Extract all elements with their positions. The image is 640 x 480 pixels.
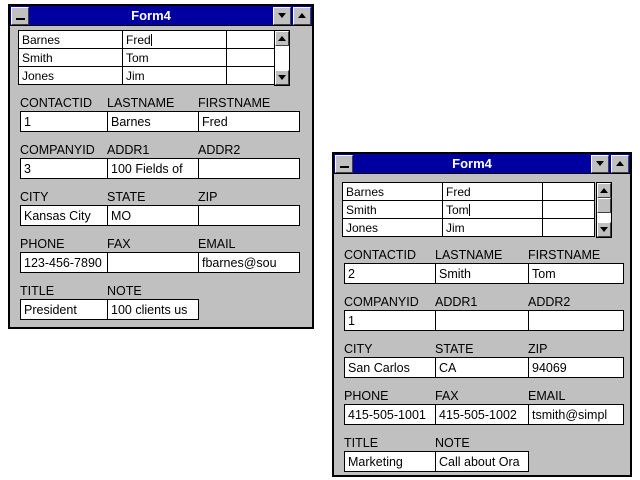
scroll-thumb-2[interactable] [597,198,611,213]
arrow-down-icon [278,13,286,18]
field-input[interactable]: Barnes [107,111,199,132]
field-label: ADDR2 [528,295,571,309]
arrow-down-icon [600,227,608,232]
grid-cell[interactable]: Jim [442,218,543,237]
field-input[interactable]: CA [435,357,529,378]
field-fax-1 [107,237,199,273]
grid-cell-text: Tom [446,203,469,217]
field-companyid-1 [20,143,108,179]
grid-cell-text: Fred [126,33,151,47]
grid-cell[interactable]: Smith [342,200,443,219]
field-addr2-1 [198,143,300,179]
field-input[interactable] [107,252,199,273]
minimize-button-1[interactable] [11,7,29,25]
field-input[interactable]: Tom [528,263,624,284]
grid-cell[interactable] [226,48,277,67]
field-label: PHONE [20,237,65,251]
field-phone-1 [20,237,108,273]
maximize-button-2[interactable] [611,155,629,173]
field-label: NOTE [107,284,142,298]
arrow-up-icon [600,188,608,193]
grid-cell[interactable]: Fred [442,182,543,201]
field-label: TITLE [20,284,55,298]
field-addr1-2 [435,295,529,331]
scroll-up-button-1[interactable] [275,31,289,46]
maximize-button-1[interactable] [293,7,311,25]
field-label: CONTACTID [20,96,92,110]
scroll-track-2[interactable] [597,213,611,222]
field-addr2-2 [528,295,624,331]
window-client-2 [334,174,630,475]
grid-column-lastname-1 [18,30,122,84]
scroll-down-button-2[interactable] [597,222,611,237]
field-label: NOTE [435,436,470,450]
field-label: COMPANYID [20,143,95,157]
field-input[interactable]: Fred [198,111,300,132]
arrow-up-icon [298,13,306,18]
field-input[interactable] [198,205,300,226]
grid-cell-focused[interactable] [442,200,543,219]
field-label: ADDR2 [198,143,241,157]
field-companyid-2 [344,295,436,331]
field-email-1 [198,237,300,273]
grid-column-extra-2 [542,182,594,236]
field-input[interactable]: 100 Fields of [107,158,199,179]
window-title-2: Form4 [452,156,492,171]
minimize-icon [340,166,349,168]
grid-cell[interactable]: Barnes [342,182,443,201]
field-input[interactable]: San Carlos [344,357,436,378]
minimize-icon [16,18,25,20]
field-label: PHONE [344,389,389,403]
field-phone-2 [344,389,436,425]
contacts-grid-1[interactable] [18,30,276,84]
field-contactid-2 [344,248,436,284]
field-label: CITY [20,190,49,204]
field-input[interactable] [198,158,300,179]
window-controls-1 [272,7,312,25]
field-input[interactable]: 123-456-7890 [20,252,108,273]
contacts-grid-2[interactable] [342,182,594,236]
arrow-down-icon [278,75,286,80]
window-title-1: Form4 [131,8,171,23]
grid-cell[interactable] [542,218,595,237]
grid-column-firstname-2 [442,182,542,236]
field-input[interactable]: Smith [435,263,529,284]
field-title-1 [20,284,108,320]
grid-cell-focused[interactable] [122,30,227,49]
field-label: ZIP [528,342,548,356]
scroll-down-button-1[interactable] [275,70,289,85]
field-label: EMAIL [528,389,566,403]
field-label: FAX [435,389,459,403]
field-state-1 [107,190,199,226]
grid-cell[interactable]: Jones [342,218,443,237]
scroll-track-1[interactable] [275,46,289,70]
grid-column-firstname-1 [122,30,226,84]
field-input[interactable]: 94069 [528,357,624,378]
field-addr1-1 [107,143,199,179]
grid-column-extra-1 [226,30,276,84]
grid-cell[interactable] [542,200,595,219]
field-label: COMPANYID [344,295,419,309]
restore-button-1[interactable] [273,7,291,25]
field-input[interactable]: 3 [20,158,108,179]
grid-cell[interactable]: Smith [18,48,123,67]
restore-button-2[interactable] [591,155,609,173]
field-label: FIRSTNAME [528,248,601,262]
titlebar-2[interactable] [334,154,630,174]
field-input[interactable]: 2 [344,263,436,284]
field-state-2 [435,342,529,378]
field-label: FAX [107,237,131,251]
field-lastname-1 [107,96,199,132]
grid-cell[interactable]: Jones [18,66,123,85]
field-note-1 [107,284,199,320]
grid-cell[interactable]: Tom [122,48,227,67]
text-caret [151,34,152,46]
titlebar-1[interactable] [10,6,312,26]
field-label: CITY [344,342,373,356]
form-window-1[interactable] [8,4,314,329]
window-controls-2 [590,155,630,173]
field-note-2 [435,436,529,472]
field-input[interactable]: 1 [344,310,436,331]
field-city-2 [344,342,436,378]
arrow-up-icon [616,161,624,166]
field-input[interactable]: President [20,299,108,320]
text-caret [469,204,470,216]
form-window-2[interactable] [332,152,632,477]
grid-cell[interactable] [226,30,277,49]
field-input[interactable]: tsmith@simpl [528,404,624,425]
field-input[interactable]: Call about Ora [435,451,529,472]
field-label: ADDR1 [435,295,478,309]
field-input[interactable]: 1 [20,111,108,132]
scroll-up-button-2[interactable] [597,183,611,198]
field-firstname-2 [528,248,624,284]
field-input[interactable] [435,310,529,331]
minimize-button-2[interactable] [335,155,353,173]
field-label: EMAIL [198,237,236,251]
grid-cell[interactable] [226,66,277,85]
grid-cell[interactable]: Barnes [18,30,123,49]
field-label: ZIP [198,190,218,204]
field-email-2 [528,389,624,425]
grid-vertical-scrollbar-2[interactable] [596,182,612,238]
field-label: LASTNAME [107,96,175,110]
field-label: FIRSTNAME [198,96,271,110]
arrow-down-icon [596,161,604,166]
field-label: LASTNAME [435,248,503,262]
field-input[interactable]: 100 clients us [107,299,199,320]
field-input[interactable]: Marketing [344,451,436,472]
field-city-1 [20,190,108,226]
field-fax-2 [435,389,529,425]
field-label: ADDR1 [107,143,150,157]
arrow-up-icon [278,36,286,41]
field-input[interactable]: 415-505-1001 [344,404,436,425]
field-label: CONTACTID [344,248,416,262]
field-label: STATE [435,342,474,356]
field-input[interactable]: Kansas City [20,205,108,226]
grid-cell[interactable] [542,182,595,201]
field-input[interactable]: 415-505-1002 [435,404,529,425]
field-contactid-1 [20,96,108,132]
field-zip-2 [528,342,624,378]
grid-vertical-scrollbar-1[interactable] [274,30,290,86]
field-zip-1 [198,190,300,226]
grid-cell[interactable]: Jim [122,66,227,85]
field-label: TITLE [344,436,379,450]
field-input[interactable]: MO [107,205,199,226]
field-title-2 [344,436,436,472]
field-lastname-2 [435,248,529,284]
field-firstname-1 [198,96,300,132]
window-client-1 [10,26,312,327]
grid-column-lastname-2 [342,182,442,236]
field-label: STATE [107,190,146,204]
field-input[interactable]: fbarnes@sou [198,252,300,273]
field-input[interactable] [528,310,624,331]
